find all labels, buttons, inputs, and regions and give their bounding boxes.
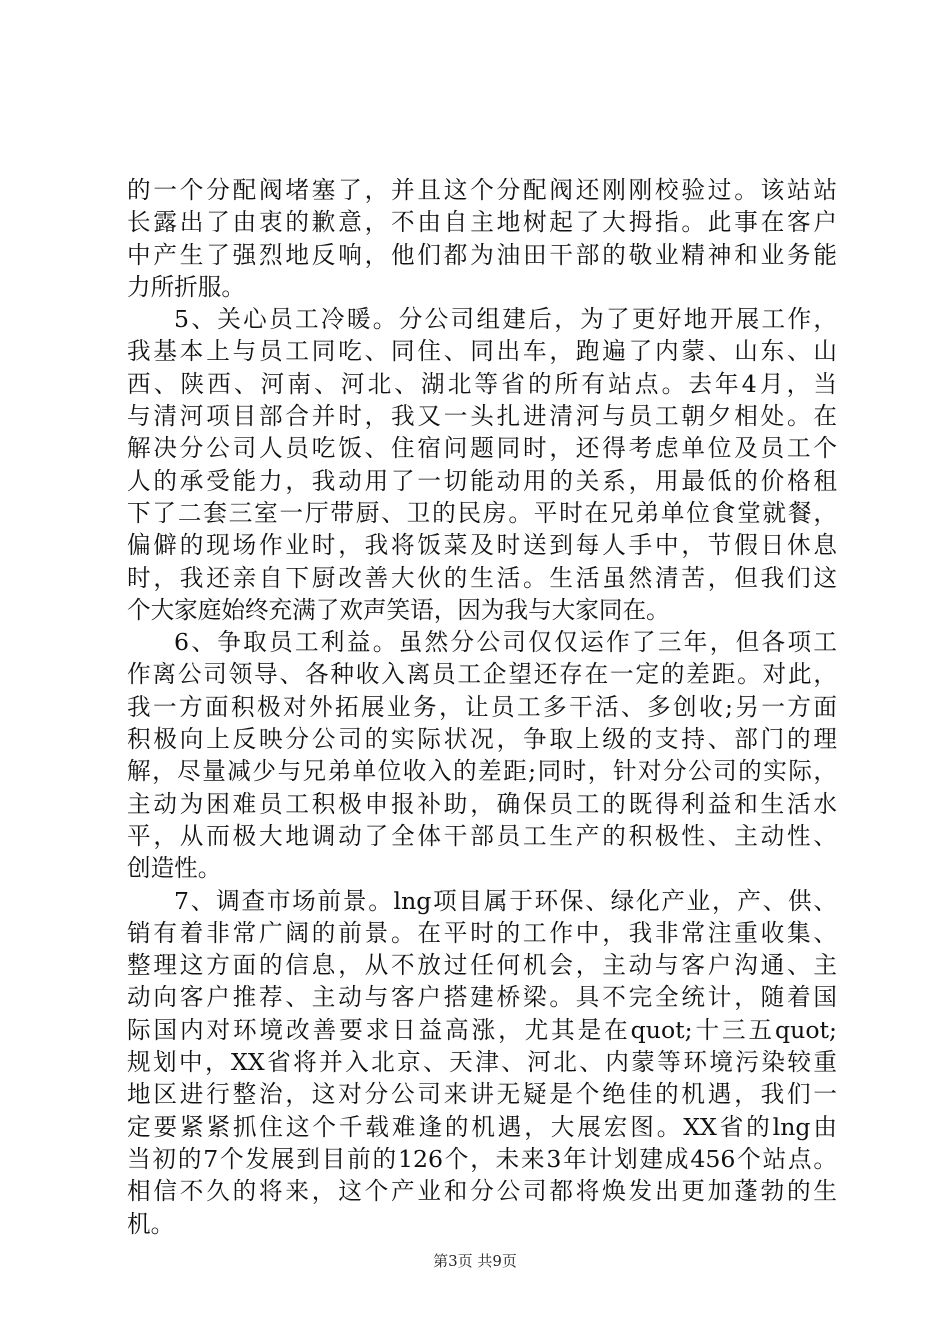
- paragraph-p6: [127, 626, 837, 884]
- text-line: 与清河项目部合并时，我又一头扎进清河与员工朝夕相处。在: [127, 402, 837, 431]
- paragraph-p5: [127, 303, 837, 626]
- text-line: 个大家庭始终充满了欢声笑语，因为我与大家同在。: [127, 595, 670, 624]
- text-line: 定要紧紧抓住这个千载难逢的机遇，大展宏图。XX省的lng由: [127, 1112, 837, 1141]
- text-line: 6、争取员工利益。虽然分公司仅仅运作了三年，但各项工: [174, 628, 837, 657]
- page-footer: 第3页 共9页: [433, 1252, 517, 1270]
- text-line: 当初的7个发展到目前的126个，未来3年计划建成456个站点。: [127, 1144, 837, 1173]
- text-line: 解决分公司人员吃饭、住宿问题同时，还得考虑单位及员工个: [127, 434, 837, 463]
- text-line: 下了二套三室一厅带厨、卫的民房。平时在兄弟单位食堂就餐，: [127, 498, 837, 527]
- text-line: 7、调查市场前景。lng项目属于环保、绿化产业，产、供、: [174, 886, 837, 915]
- text-line: 创造性。: [127, 854, 222, 883]
- text-line: 时，我还亲自下厨改善大伙的生活。生活虽然清苦，但我们这: [127, 563, 837, 592]
- text-line: 解，尽量减少与兄弟单位收入的差距;同时，针对分公司的实际，: [127, 757, 837, 786]
- text-line: 的一个分配阀堵塞了，并且这个分配阀还刚刚校验过。该站站: [127, 176, 837, 204]
- text-line: 整理这方面的信息，从不放过任何机会，主动与客户沟通、主: [127, 951, 837, 980]
- text-line: 作离公司领导、各种收入离员工企望还存在一定的差距。对此，: [127, 660, 837, 689]
- text-line: 偏僻的现场作业时，我将饭菜及时送到每人手中，节假日休息: [127, 531, 837, 560]
- text-line: 我一方面积极对外拓展业务，让员工多干活、多创收;另一方面: [127, 692, 837, 721]
- text-line: 积极向上反映分公司的实际状况，争取上级的支持、部门的理: [127, 725, 837, 754]
- paragraph-p7: [127, 885, 837, 1240]
- text-line: 5、关心员工冷暖。分公司组建后，为了更好地开展工作，: [174, 305, 837, 334]
- text-line: 力所折服。: [127, 272, 245, 301]
- text-line: 规划中，XX省将并入北京、天津、河北、内蒙等环境污染较重: [127, 1048, 837, 1077]
- text-line: 平，从而极大地调动了全体干部员工生产的积极性、主动性、: [127, 821, 837, 850]
- text-line: 人的承受能力，我动用了一切能动用的关系，用最低的价格租: [127, 466, 837, 495]
- text-line: 中产生了强烈地反响，他们都为油田干部的敬业精神和业务能: [127, 240, 837, 269]
- text-line: 销有着非常广阔的前景。在平时的工作中，我非常注重收集、: [127, 918, 837, 947]
- text-line: 机。: [127, 1209, 175, 1238]
- text-line: 长露出了由衷的歉意，不由自主地树起了大拇指。此事在客户: [127, 208, 837, 237]
- text-line: 际国内对环境改善要求日益高涨，尤其是在quot;十三五quot;: [127, 1015, 837, 1044]
- text-line: 动向客户推荐、主动与客户搭建桥梁。具不完全统计，随着国: [127, 983, 837, 1012]
- text-line: 地区进行整治，这对分公司来讲无疑是个绝佳的机遇，我们一: [127, 1080, 837, 1109]
- text-line: 相信不久的将来，这个产业和分公司都将焕发出更加蓬勃的生: [127, 1177, 837, 1206]
- text-line: 主动为困难员工积极申报补助，确保员工的既得利益和生活水: [127, 789, 837, 818]
- paragraph-p-continuation: [127, 174, 837, 303]
- text-line: 我基本上与员工同吃、同住、同出车，跑遍了内蒙、山东、山: [127, 337, 837, 366]
- text-line: 西、陕西、河南、河北、湖北等省的所有站点。去年4月，当: [127, 369, 837, 398]
- body-text: [127, 174, 837, 1240]
